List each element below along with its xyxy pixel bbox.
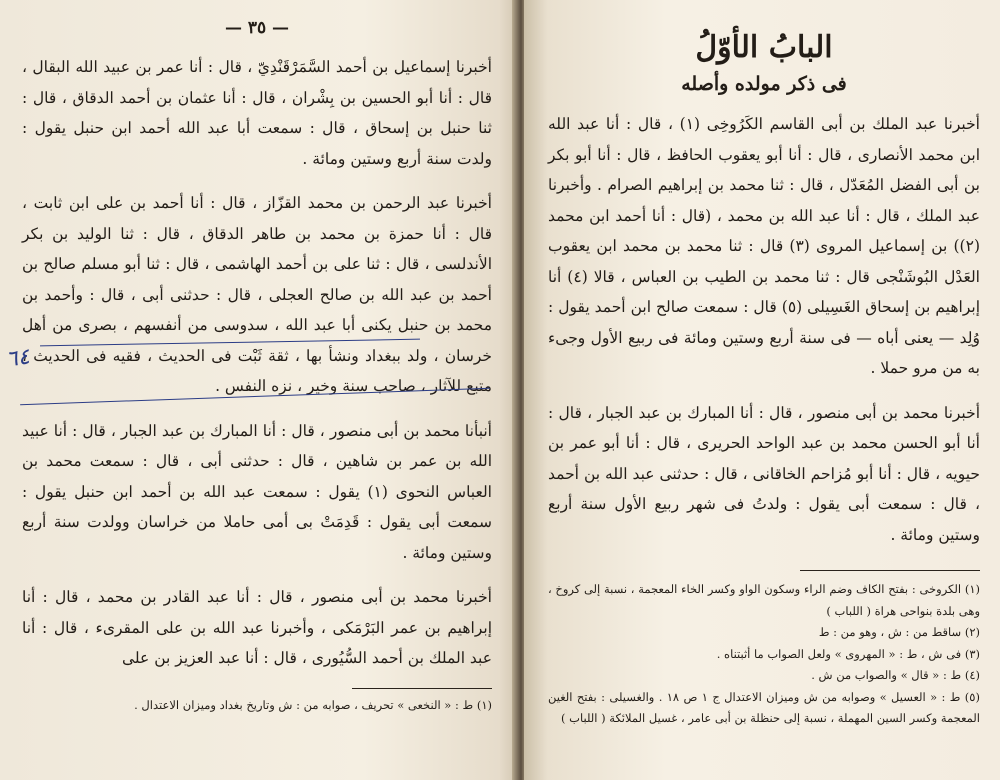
- right-footnotes: [548, 579, 980, 730]
- right-footnote-4: (٤) ط : « قال » والصواب من ش .: [811, 668, 980, 682]
- left-paragraph-1: أخبرنا إسماعيل بن أحمد السَّمَرْقَنْدِيّ ، قال : أنا عمر بن عبيد الله البقال ، قال : أنا أبو الحسين بن بِشْران ، قال : أنا عثمان بن أحمد الدقاق ، قال : ثنا حنبل بن إسحاق ، قال : سمعت أبا عبد الله أحمد ابن حنبل يقول : ولدت سنة أربع وستين ومائة .: [22, 58, 492, 168]
- right-paragraph-1: أخبرنا عبد الملك بن أبى القاسم الكَرُوخِى (١) ، قال : أنا عبد الله ابن محمد الأنصارى ، قال : أنا أبو يعقوب الحافظ ، قال : أنا أبو بكر بن أبى الفضل المُعَدّل ، قال : ثنا محمد بن إبراهيم الصرام . وأخبرنا عبد الملك ، قال : أنا عبد الله بن محمد ، (قال : أنا أحمد ابن محمد (٢)) بن إسماعيل المروى (٣) قال : ثنا محمد بن محمد ابن يعقوب العَدْل البُوشَنْجى قال : ثنا محمد بن الطيب بن العباس ، قالا (٤) أنا إبراهيم بن إسحاق الغَسِيلى (٥) قال : سمعت صالح ابن أحمد يقول : وُلِد — يعنى أباه — فى سنة أربع وستين ومائة فى ربيع الأول وجىء به من مرو حملا .: [548, 115, 980, 377]
- footnote-divider: [352, 688, 492, 689]
- handwritten-margin-note: ٦٤: [4, 344, 32, 373]
- chapter-title: البابُ الأوّلُ: [695, 30, 833, 65]
- left-paragraph-3: أنبأنا محمد بن أبى منصور ، قال : أنا المبارك بن عبد الجبار ، قال : أنا عبيد الله بن عمر بن شاهين ، قال : حدثنى أبى ، قال : سمعت محمد بن العباس النحوى (١) يقول : سمعت عبد الله بن أحمد ابن حنبل يقول : سمعت أبى يقول : قَدِمَتْ بى أمى حاملا من خراسان وولدت سنة أربع وستين ومائة .: [22, 421, 492, 562]
- right-footnote-1: (١) الكروخى : بفتح الكاف وضم الراء وسكون الواو وكسر الخاء المعجمة ، نسبة إلى كروخ ، وهى بلدة بنواحى هراة ( اللباب ): [548, 582, 980, 618]
- chapter-subtitle: فى ذكر مولده وأصله: [681, 73, 847, 95]
- right-footnote-5: (٥) ط : « العسيل » وصوابه من ش وميزان الاعتدال ج ١ ص ١٨ . والغسيلى : بفتح الغين المعجمة وكسر السين المهملة ، نسبة إلى حنظلة بن أبى عامر ، غسيل الملائكة ( اللباب ): [548, 689, 980, 725]
- left-paragraph-2: أخبرنا عبد الرحمن بن محمد القزّاز ، قال : أنا أحمد بن على ابن ثابت ، قال : أنا حمزة بن محمد بن طاهر الدقاق ، قال : ثنا الوليد بن بكر الأندلسى ، قال : ثنا على بن أحمد الهاشمى ، قال : ثنا أبو مسلم صالح بن أحمد بن عبد الله بن صالح العجلى ، قال : حدثنى أبى ، قال : وأحمد بن محمد بن حنبل يكنى أبا عبد الله ، سدوسى من أنفسهم ، بصرى من أهل خرسان ، ولد ببغداد ونشأ بها ، ثقة ثَبْت فى الحديث ، فقيه فى الحديث ، متبع للآثار ، صاحب سنة وخير ، نزه النفس .: [22, 194, 492, 395]
- left-footnote-1: (١) ط : « النخعى » تحريف ، صوابه من : ش وتاريخ بغداد وميزان الاعتدال .: [134, 697, 492, 712]
- page-number: — ٣٥ —: [224, 18, 290, 38]
- right-footnote-2: (٢) ساقط من : ش ، وهو من : ط: [818, 625, 980, 639]
- left-paragraph-4: أخبرنا محمد بن أبى منصور ، قال : أنا عبد القادر بن محمد ، قال : أنا إبراهيم بن عمر البَرْمَكى ، وأخبرنا عبد الله بن على المقرىء ، قال : أنا عبد الملك بن أحمد السُّيُورى ، قال : أنا عبد العزيز بن على: [22, 588, 492, 667]
- right-footnote-3: (٣) فى ش ، ط : « المهروى » ولعل الصواب ما أثبتناه .: [716, 646, 980, 661]
- right-paragraph-2: أخبرنا محمد بن أبى منصور ، قال : أنا المبارك بن عبد الجبار ، قال : أنا أبو الحسن محمد بن عبد الواحد الحريرى ، قال : أنا أبو عمر بن حيويه ، قال : أنا أبو مُزاحم الخاقانى ، قال : حدثنى عبد الله بن أحمد ، قال : سمعت أبى يقول : ولدتُ فى شهر ربيع الأول سنة أربع وستين ومائة .: [548, 403, 980, 544]
- footnote-divider: [800, 570, 980, 571]
- right-page: [524, 0, 1000, 780]
